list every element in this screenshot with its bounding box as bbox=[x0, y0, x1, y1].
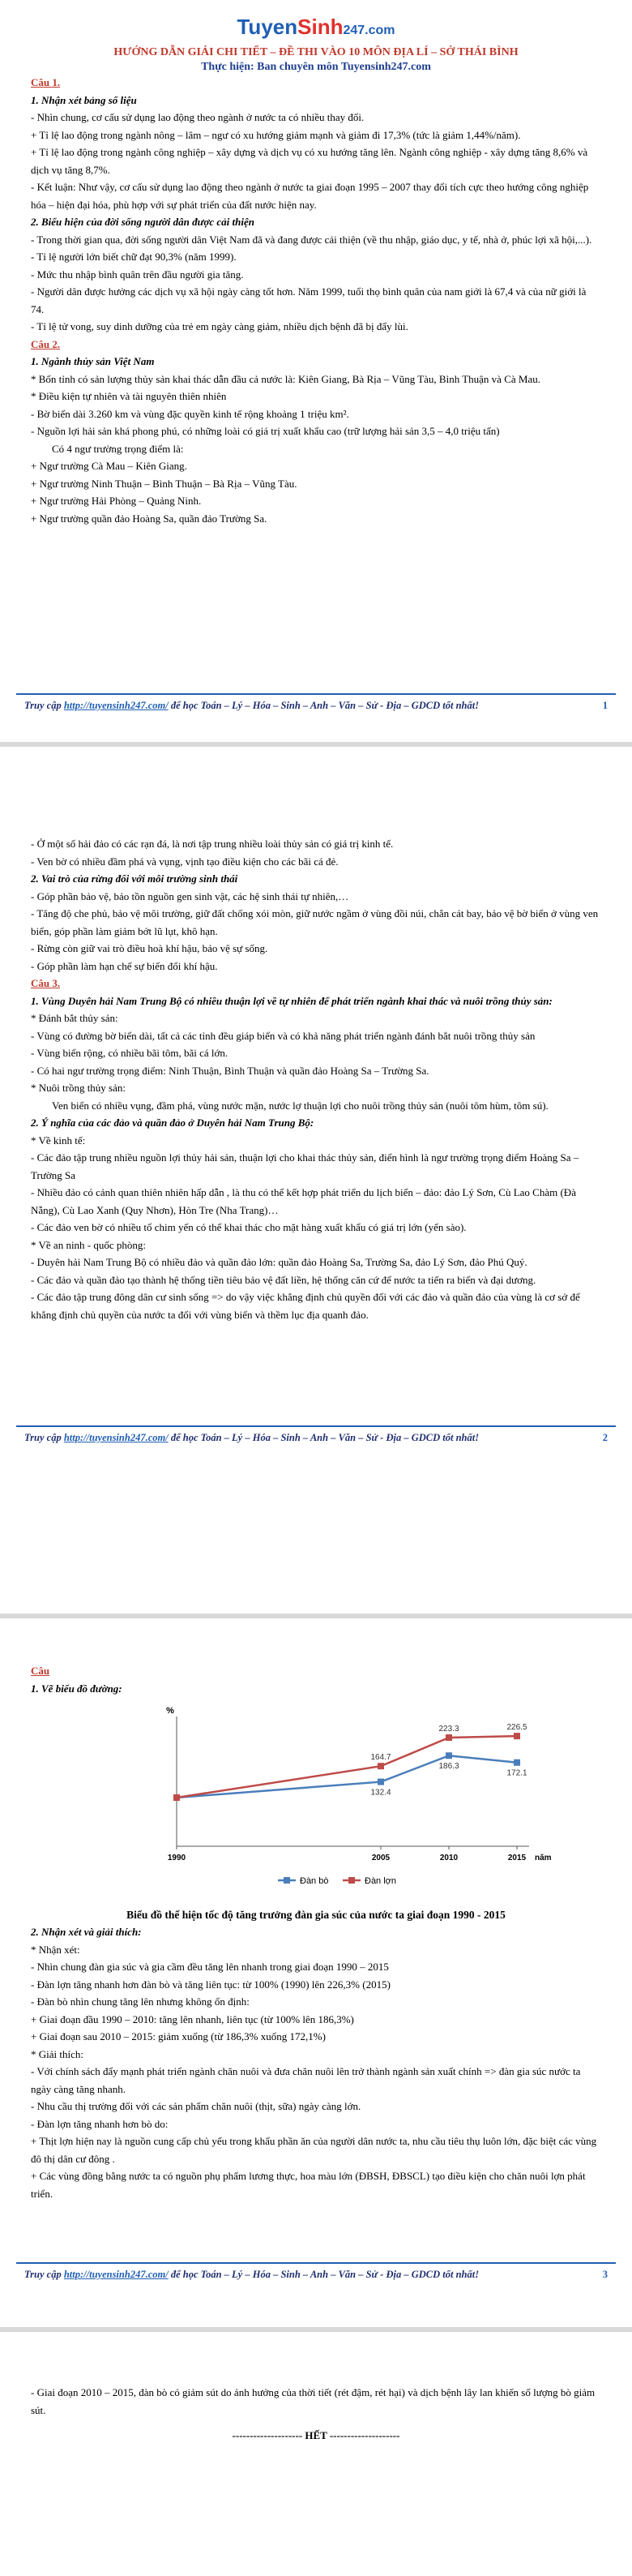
data-point bbox=[514, 1759, 520, 1766]
page-4-content bbox=[16, 2384, 616, 2445]
data-point bbox=[514, 1733, 520, 1739]
series-line-0 bbox=[177, 1755, 517, 1798]
question-3-heading: Câu 3. bbox=[31, 977, 61, 989]
paragraph: - Đàn bò nhìn chung tăng lên nhưng không ổn định: bbox=[31, 1995, 250, 2008]
page-3-content bbox=[16, 1662, 616, 2202]
list-item: + Ngư trường Ninh Thuận – Bình Thuận – Bà Rịa – Vũng Tàu. bbox=[31, 477, 297, 490]
data-label: 132.4 bbox=[370, 1788, 391, 1798]
footer-link[interactable]: http://tuyensinh247.com/ bbox=[63, 700, 169, 711]
paragraph: - Ở một số hải đảo có các rạn đá, là nơi tập trung nhiều loài thủy sản có giá trị kinh tế. bbox=[31, 838, 394, 850]
paragraph: - Góp phần làm hạn chế sự biến đổi khí hậu. bbox=[31, 959, 218, 972]
page-footer bbox=[16, 1425, 616, 1444]
page-number: 2 bbox=[602, 1432, 608, 1443]
paragraph: + Tỉ lệ lao động trong ngành công nghiệp – xây dựng và dịch vụ có xu hướng tăng lên. Ngành công nghiệp - xây dựng tăng 8,6% và dịch vụ tăng 8,7%. bbox=[31, 146, 588, 176]
footer-suffix: để học Toán – Lý – Hóa – Sinh – Anh – Văn – Sử - Địa – GDCD tốt nhất! bbox=[168, 2269, 480, 2280]
paragraph: + Giai đoạn sau 2010 – 2015: giảm xuống (từ 186,3% xuống 172,1%) bbox=[31, 2030, 326, 2042]
data-point bbox=[378, 1763, 384, 1769]
x-axis-label: năm bbox=[535, 1854, 552, 1862]
footer-link[interactable]: http://tuyensinh247.com/ bbox=[63, 1432, 169, 1443]
legend-marker bbox=[284, 1877, 290, 1884]
data-label: 164.7 bbox=[370, 1753, 391, 1763]
data-label: 226.5 bbox=[506, 1723, 527, 1733]
data-label: 186.3 bbox=[438, 1762, 459, 1772]
paragraph: - Tỉ lệ người lớn biết chữ đạt 90,3% (năm 1999). bbox=[31, 251, 237, 263]
question-2-heading: Câu 2. bbox=[31, 337, 61, 350]
paragraph: - Trong thời gian qua, đời sống người dân Việt Nam đã và đang được cải thiện (về thu nhập, giáo dục, y tế, nhà ở, phúc lợi xã hội,...). bbox=[31, 233, 592, 246]
paragraph: - Tỉ lệ tử vong, suy dinh dưỡng của trẻ em ngày càng giảm, nhiều dịch bệnh đã bị đẩy lùi. bbox=[31, 320, 408, 332]
footer-prefix: Truy cập bbox=[24, 2269, 64, 2280]
x-tick-label: 2010 bbox=[439, 1854, 459, 1862]
chart-caption: Biểu đồ thể hiện tốc độ tăng trưởng đàn gia súc của nước ta giai đoạn 1990 - 2015 bbox=[126, 1908, 506, 1921]
paragraph: - Các đảo tập trung nhiều nguồn lợi thủy hải sản, thuận lợi cho khai thác thủy sản, điển hình là ngư trường trọng điểm Hoàng Sa – Trường Sa bbox=[31, 1151, 579, 1181]
end-marker: -------------------- HẾT -------------------- bbox=[232, 2429, 400, 2441]
paragraph: - Vùng biển rộng, có nhiều bãi tôm, bãi cá lớn. bbox=[31, 1047, 228, 1059]
document-subtitle: Thực hiện: Ban chuyên môn Tuyensinh247.com bbox=[201, 61, 431, 73]
paragraph: - Các đảo và quần đảo tạo thành hệ thống tiền tiêu bảo vệ đất liền, hệ thống căn cứ để nước ta tiến ra biển và đại dương. bbox=[31, 1273, 536, 1286]
page-footer bbox=[16, 2262, 616, 2281]
page-header bbox=[16, 0, 616, 74]
page-3 bbox=[16, 1662, 616, 2287]
paragraph: - Nguồn lợi hải sản khá phong phú, có những loài có giá trị xuất khẩu cao (trữ lượng hải sản 3,5 – 4,0 triệu tấn) bbox=[31, 425, 500, 437]
paragraph: - Nhiều đảo có cảnh quan thiên nhiên hấp dẫn , là thu có thể kết hợp phát triển du lịch biển – đảo: đảo Lý Sơn, Cù Lao Chàm (Đà Nẵng), Cù Lao Xanh (Quy Nhơn), Hòn Tre (Nha Trang)… bbox=[31, 1186, 576, 1216]
paragraph: - Bờ biển dài 3.260 km và vùng đặc quyền kinh tế rộng khoảng 1 triệu km². bbox=[31, 407, 349, 420]
logo-text-2: Sinh bbox=[297, 15, 344, 39]
paragraph: - Với chính sách đẩy mạnh phát triển ngành chăn nuôi và đưa chăn nuôi lên trở thành ngành sản xuất chính => đàn gia súc nước ta ngày càng tăng nhanh. bbox=[31, 2065, 581, 2095]
paragraph: - Kết luận: Như vậy, cơ cấu sử dụng lao động theo ngành ở nước ta giai đoạn 1995 – 2007 thay đổi tích cực theo hướng công nghiệp hóa – hiện đại hóa, phù hợp với sự phát triển của đất nước hiện nay. bbox=[31, 181, 589, 211]
paragraph: * Về kinh tế: bbox=[31, 1134, 86, 1147]
question-4-heading: Câu bbox=[31, 1665, 50, 1677]
paragraph: + Thịt lợn hiện nay là nguồn cung cấp chủ yếu trong khẩu phần ăn của người dân nước ta, nhu cầu tiêu thụ luôn lớn, đặc biệt các vùng đô thị dân cư đông . bbox=[31, 2135, 597, 2165]
section-heading: 1. Nhận xét bảng số liệu bbox=[31, 93, 137, 106]
list-item: + Ngư trường quần đảo Hoàng Sa, quần đảo Trường Sa. bbox=[31, 512, 267, 525]
series-line-1 bbox=[177, 1736, 517, 1798]
paragraph: - Tăng độ che phủ, bảo vệ môi trường, giữ đất chống xói mòn, giữ nước ngầm ở vùng đồi núi, chắn cát bay, bảo vệ bờ biển ở vùng ven biển, góp phần làm giảm bớt lũ lụt, khô hạn. bbox=[31, 907, 599, 937]
page-2-content bbox=[16, 835, 616, 1323]
page-1 bbox=[16, 0, 616, 734]
paragraph: Có 4 ngư trường trọng điểm là: bbox=[52, 442, 184, 455]
paragraph: + Giai đoạn đầu 1990 – 2010: tăng lên nhanh, liên tục (từ 100% lên 186,3%) bbox=[31, 2012, 354, 2025]
paragraph: * Về an ninh - quốc phòng: bbox=[31, 1238, 147, 1251]
site-logo bbox=[237, 15, 395, 40]
paragraph: - Nhìn chung đàn gia súc và gia cầm đều tăng lên nhanh trong giai đoạn 1990 – 2015 bbox=[31, 1961, 389, 1973]
paragraph: - Các đảo ven bờ có nhiều tổ chim yến có thể khai thác cho mặt hàng xuất khẩu có giá trị lớn (yến sào). bbox=[31, 1221, 467, 1233]
data-point bbox=[446, 1734, 452, 1741]
paragraph: - Nhu cầu thị trường đối với các sản phẩm chăn nuôi (thịt, sữa) ngày càng lớn. bbox=[31, 2100, 361, 2112]
paragraph: + Tỉ lệ lao động trong ngành nông – lâm – ngư có xu hướng giảm mạnh và giảm đi 17,3% (tức là giảm 1,44%/năm). bbox=[31, 128, 521, 141]
footer-suffix: để học Toán – Lý – Hóa – Sinh – Anh – Văn – Sử - Địa – GDCD tốt nhất! bbox=[168, 1432, 480, 1443]
paragraph: - Duyên hải Nam Trung Bộ có nhiều đảo và quần đảo lớn: quần đảo Hoàng Sa, Trường Sa, đảo Lý Sơn, đảo Phú Quý. bbox=[31, 1256, 527, 1268]
page-separator bbox=[0, 742, 632, 747]
page-number: 1 bbox=[602, 700, 608, 711]
page-separator bbox=[0, 1614, 632, 1618]
data-point bbox=[173, 1794, 180, 1801]
paragraph: - Đàn lợn tăng nhanh hơn bò do: bbox=[31, 2117, 169, 2130]
data-label: 223.3 bbox=[438, 1725, 459, 1734]
section-heading: 2. Nhận xét và giải thích: bbox=[31, 1926, 142, 1938]
line-chart bbox=[31, 1700, 601, 1905]
section-heading: 1. Vùng Duyên hải Nam Trung Bộ có nhiều thuận lợi về tự nhiên để phát triển ngành khai thác và nuôi trồng thủy sản: bbox=[31, 994, 553, 1007]
data-label: 172.1 bbox=[506, 1768, 527, 1778]
data-point bbox=[378, 1779, 384, 1785]
page-separator bbox=[0, 2327, 632, 2332]
y-axis-label: % bbox=[166, 1706, 174, 1716]
paragraph: - Các đảo tập trung đông dân cư sinh sống => do vậy việc khẳng định chủ quyền đối với các đảo và quần đảo của vùng là cơ sở để khẳng định chủ quyền của nước ta đối với vùng biển và thềm lục địa quanh đảo. bbox=[31, 1291, 580, 1321]
paragraph: * Điều kiện tự nhiên và tài nguyên thiên nhiên bbox=[31, 390, 227, 402]
legend-label: Đàn lợn bbox=[365, 1876, 397, 1886]
paragraph: - Đàn lợn tăng nhanh hơn đàn bò và tăng liên tục: từ 100% (1990) lên 226,3% (2015) bbox=[31, 1978, 391, 1991]
paragraph: - Ven bờ có nhiều đầm phá và vụng, vịnh tạo điều kiện cho các bãi cá đẻ. bbox=[31, 855, 339, 868]
legend-marker bbox=[348, 1877, 355, 1884]
footer-link[interactable]: http://tuyensinh247.com/ bbox=[63, 2269, 169, 2280]
question-1-heading: Câu 1. bbox=[31, 76, 61, 88]
page-1-content bbox=[16, 74, 616, 527]
section-heading: 2. Biểu hiện của đời sống người dân được cải thiện bbox=[31, 216, 254, 228]
section-heading: 2. Ý nghĩa của các đảo và quần đảo ở Duyên hải Nam Trung Bộ: bbox=[31, 1117, 314, 1129]
paragraph: * Đánh bắt thủy sản: bbox=[31, 1012, 118, 1024]
document-title: HƯỚNG DẪN GIẢI CHI TIẾT – ĐỀ THI VÀO 10 MÔN ĐỊA LÍ – SỞ THÁI BÌNH bbox=[113, 46, 519, 58]
paragraph: - Vùng có đường bờ biển dài, tất cả các tỉnh đều giáp biển và có khả năng phát triển ngành đánh bắt nuôi trồng thủy sản bbox=[31, 1029, 536, 1042]
footer-suffix: để học Toán – Lý – Hóa – Sinh – Anh – Văn – Sử - Địa – GDCD tốt nhất! bbox=[168, 700, 480, 711]
paragraph: - Có hai ngư trường trọng điểm: Ninh Thuận, Bình Thuận và quần đảo Hoàng Sa – Trường Sa. bbox=[31, 1064, 429, 1077]
paragraph: * Nuôi trồng thủy sản: bbox=[31, 1082, 126, 1094]
logo-text-1: Tuyen bbox=[237, 15, 298, 39]
page-footer bbox=[16, 693, 616, 712]
paragraph: - Nhìn chung, cơ cấu sử dụng lao động theo ngành ở nước ta có nhiều thay đổi. bbox=[31, 111, 365, 123]
section-heading: 1. Vẽ biểu đồ đường: bbox=[31, 1682, 122, 1695]
chart-legend bbox=[278, 1876, 396, 1886]
paragraph: * Bốn tỉnh có sản lượng thủy sản khai thác dẫn đầu cả nước là: Kiên Giang, Bà Rịa – Vũng Tàu, Bình Thuận và Cà Mau. bbox=[31, 372, 540, 385]
page-2 bbox=[16, 835, 616, 1451]
x-tick-label: 2005 bbox=[371, 1854, 391, 1862]
data-point bbox=[446, 1752, 452, 1759]
x-tick-label: 2015 bbox=[507, 1854, 527, 1862]
paragraph: * Giải thích: bbox=[31, 2047, 83, 2060]
section-heading: 2. Vai trò của rừng đối với môi trường sinh thái bbox=[31, 872, 238, 885]
paragraph: + Các vùng đồng bằng nước ta có nguồn phụ phẩm lương thực, hoa màu lớn (ĐBSH, ĐBSCL) tạo điều kiện cho chăn nuôi lợn phát triển. bbox=[31, 2170, 586, 2200]
paragraph: Ven biển có nhiều vụng, đầm phá, vùng nước mặn, nước lợ thuận lợi cho nuôi trồng thủy sản (nuôi tôm hùm, tôm sú). bbox=[52, 1099, 549, 1112]
page-4 bbox=[16, 2384, 616, 2570]
page-number: 3 bbox=[602, 2269, 608, 2280]
chart-marks bbox=[173, 1723, 527, 1801]
logo-text-3: 247.com bbox=[343, 24, 395, 37]
list-item: + Ngư trường Hải Phòng – Quảng Ninh. bbox=[31, 495, 202, 507]
chart-svg bbox=[31, 1700, 601, 1899]
list-item: + Ngư trường Cà Mau – Kiên Giang. bbox=[31, 460, 187, 472]
paragraph: - Giai đoạn 2010 – 2015, đàn bò có giảm sút do ảnh hưởng của thời tiết (rét đậm, rét hại) và dịch bệnh lây lan khiến số lượng bò giảm sút. bbox=[31, 2386, 596, 2416]
paragraph: - Rừng còn giữ vai trò điều hoà khí hậu, bảo vệ sự sống. bbox=[31, 942, 268, 954]
footer-prefix: Truy cập bbox=[24, 700, 64, 711]
paragraph: * Nhận xét: bbox=[31, 1943, 80, 1956]
section-heading: 1. Ngành thủy sản Việt Nam bbox=[31, 355, 155, 367]
footer-prefix: Truy cập bbox=[24, 1432, 64, 1443]
legend-label: Đàn bò bbox=[300, 1876, 329, 1886]
paragraph: - Góp phần bảo vệ, bảo tồn nguồn gen sinh vật, các hệ sinh thái tự nhiên,… bbox=[31, 889, 349, 902]
paragraph: - Người dân được hưởng các dịch vụ xã hội ngày càng tốt hơn. Năm 1999, tuổi thọ bình quân của nam giới là 67,4 và của nữ giới là 74. bbox=[31, 285, 587, 315]
x-tick-label: 1990 bbox=[167, 1854, 186, 1862]
paragraph: - Mức thu nhập bình quân trên đầu người gia tăng. bbox=[31, 268, 244, 281]
